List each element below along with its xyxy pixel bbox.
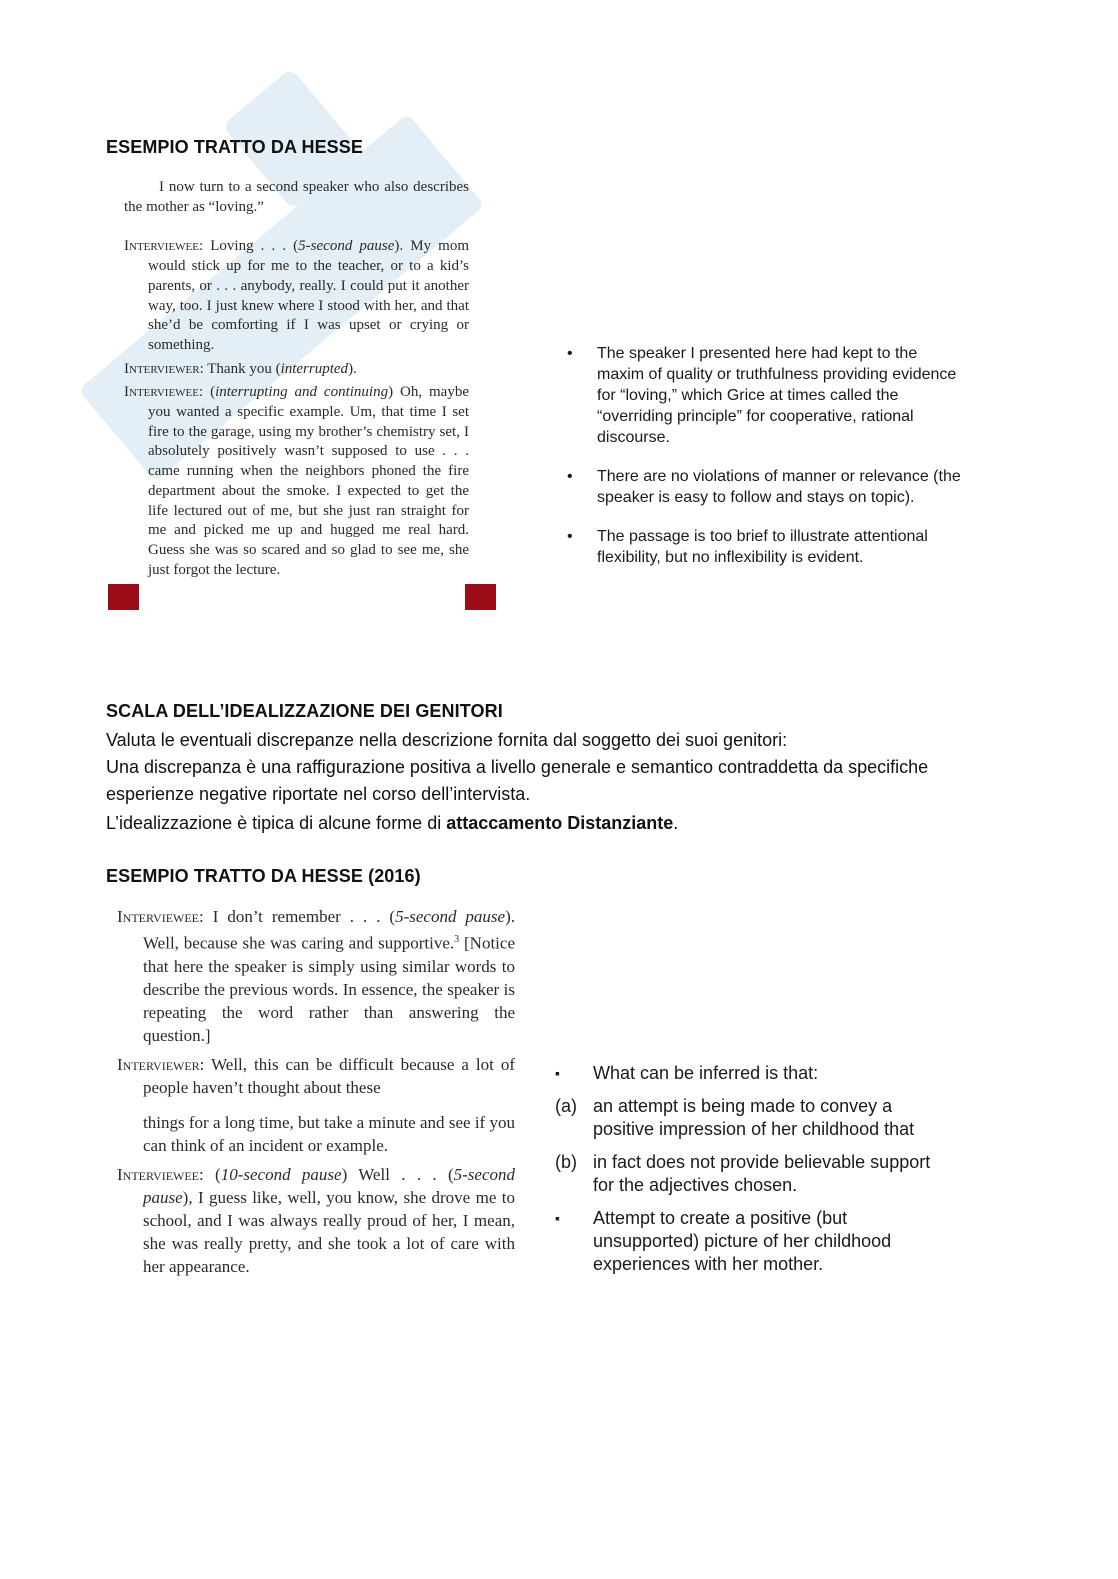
page-marker-right — [465, 584, 496, 610]
transcript-turn-continued: things for a long time, but take a minute and see if you can think of an incident or example. — [143, 1112, 515, 1155]
list-text: in fact does not provide believable support for the adjectives chosen. — [593, 1152, 931, 1195]
transcript-turn — [117, 905, 515, 1047]
turn-text: ( — [203, 384, 216, 401]
turn-emphasis: 5-second pause — [143, 1164, 515, 1207]
transcript-intro: I now turn to a second speaker who also describes the mother as “loving.” — [124, 179, 469, 215]
section-title-hesse-example: ESEMPIO TRATTO DA HESSE — [106, 137, 363, 157]
speaker-label: Interviewee: — [117, 907, 204, 926]
turn-text: ( — [203, 1164, 221, 1184]
turn-emphasis: 5-second pause — [395, 907, 506, 926]
list-item — [555, 1207, 955, 1276]
speaker-label: Interviewee: — [124, 238, 204, 255]
list-text: an attempt is being made to convey a positive impression of her childhood that — [593, 1096, 915, 1139]
square-bullet-icon: ▪ — [555, 1065, 560, 1081]
speaker-label: Interviewee: — [117, 1164, 204, 1184]
turn-text: Well, this can be difficult because a lot of people haven’t thought about these — [143, 1054, 515, 1097]
transcript-turn — [124, 237, 469, 355]
speaker-label: Interviewee: — [124, 384, 204, 401]
turn-note: [Notice that here the speaker is simply using similar words to describe the previous words. In essence, the speaker is repeating the word rather than answering the question.] — [143, 933, 515, 1045]
section-title-hesse-2016: ESEMPIO TRATTO DA HESSE (2016) — [106, 866, 421, 886]
turn-emphasis: interrupted — [280, 360, 349, 377]
turn-text: ). Well, because she was caring and supportive. — [143, 907, 515, 953]
list-text: Attempt to create a positive (but unsupported) picture of her childhood experiences with her mother. — [593, 1208, 892, 1274]
inference-list — [555, 1062, 955, 1276]
turn-text: ). My mom would stick up for me to the teacher, or to a kid’s parents, or . . . anybody, really. I could put it another way, too. I just knew where I stood with her, and that she’d be comforting if I was upset or crying or something. — [148, 238, 469, 353]
bullet-text: The passage is too brief to illustrate attentional flexibility, but no inflexibility is evident. — [597, 528, 928, 566]
transcript-turn — [117, 1163, 515, 1278]
turn-text: Thank you ( — [203, 360, 281, 377]
transcript-excerpt-loving — [124, 178, 469, 580]
turn-text: Loving . . . ( — [203, 238, 299, 255]
list-marker: (b) — [555, 1152, 577, 1172]
square-bullet-icon: ▪ — [555, 1210, 560, 1226]
bullet-icon: • — [567, 345, 573, 362]
description-text: L’idealizzazione è tipica di alcune forme di — [106, 813, 447, 833]
list-item — [555, 1151, 955, 1197]
list-marker: (a) — [555, 1096, 577, 1116]
transcript-excerpt-idealization — [117, 905, 515, 1278]
turn-text: ), I guess like, well, you know, she drove me to school, and I was always really proud of her, I mean, she was really pretty, and she took a lot of care with her appearance. — [143, 1187, 515, 1276]
turn-text: ) Well . . . ( — [341, 1164, 454, 1184]
bullet-icon: • — [567, 528, 573, 545]
speaker-label: Interviewer: — [117, 1054, 205, 1074]
turn-text: ). — [348, 360, 357, 377]
description-line — [106, 810, 986, 837]
list-item — [567, 343, 962, 448]
analysis-bullet-list — [567, 343, 962, 586]
bullet-icon: • — [567, 468, 573, 485]
transcript-turn — [124, 383, 469, 580]
turn-emphasis: 10-second pause — [220, 1164, 342, 1184]
turn-emphasis: 5-second pause — [298, 238, 395, 255]
list-item — [555, 1095, 955, 1141]
list-item — [555, 1062, 955, 1085]
list-item — [567, 526, 962, 568]
section-title-idealization-scale: SCALA DELL’IDEALIZZAZIONE DEI GENITORI — [106, 701, 503, 721]
speaker-label: Interviewer: — [124, 360, 204, 377]
turn-text: I don’t remember . . . ( — [203, 907, 396, 926]
list-text: What can be inferred is that: — [593, 1063, 819, 1083]
description-text: . — [673, 813, 679, 833]
transcript-turn — [124, 360, 469, 380]
description-bold-term: attaccamento Distanziante — [446, 813, 674, 833]
list-item — [567, 466, 962, 508]
transcript-turn — [117, 1053, 515, 1099]
scale-description — [106, 727, 986, 837]
page-marker-left — [108, 584, 139, 610]
turn-text: ) Oh, maybe you wanted a specific example. Um, that time I set fire to the garage, using my brother’s chemistry set, I absolutely positively wasn’t supposed to use . . . came running when the neighbors phoned the fire department about the smoke. I expected to get the life lectured out of me, but she just ran straight for me and picked me up and hugged me real hard. Guess she was so scared and so glad to see me, she just forgot the lecture. — [148, 384, 469, 578]
description-line: Una discrepanza è una raffigurazione positiva a livello generale e semantico contraddetta da specifiche esperienze negative riportate nel corso dell’intervista. — [106, 757, 929, 804]
footnote-marker: 3 — [454, 934, 460, 945]
bullet-text: The speaker I presented here had kept to the maxim of quality or truthfulness providing evidence for “loving,” which Grice at times called the “overriding principle” for cooperative, rational discourse. — [597, 345, 957, 446]
turn-emphasis: interrupting and continuing — [215, 384, 389, 401]
description-line: Valuta le eventuali discrepanze nella descrizione fornita dal soggetto dei suoi genitori: — [106, 730, 788, 750]
bullet-text: There are no violations of manner or relevance (the speaker is easy to follow and stays on topic). — [597, 468, 961, 506]
